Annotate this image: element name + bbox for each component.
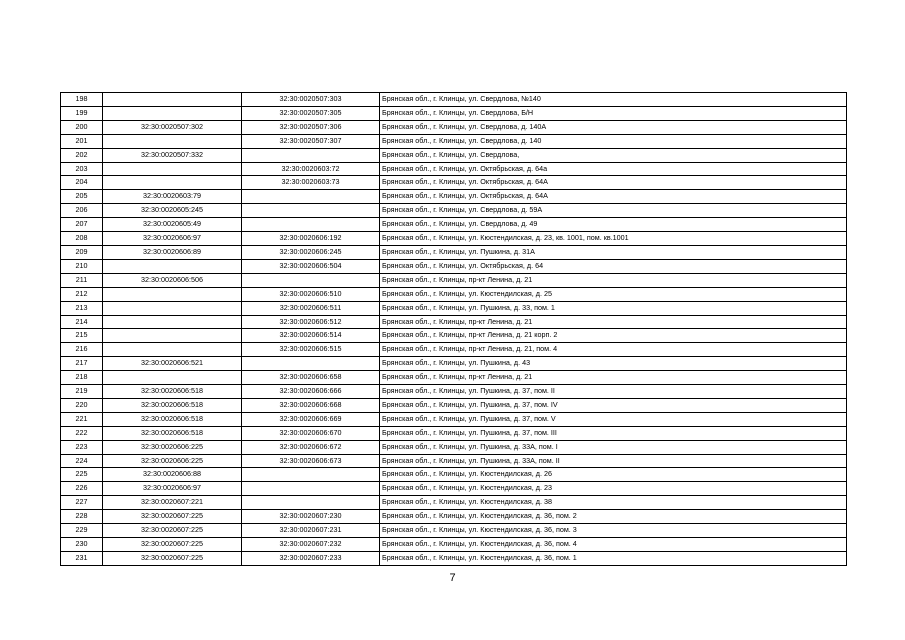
table-row [61,329,847,343]
row-number-cell: 220 [61,398,103,412]
row-number-cell: 213 [61,301,103,315]
parcel-cadastral-number-cell: 32:30:0020606:518 [103,426,242,440]
address-cell: Брянская обл., г. Клинцы, ул. Пушкина, д. 33А, пом. I [380,440,847,454]
object-cadastral-number-cell: 32:30:0020507:303 [242,93,380,107]
parcel-cadastral-number-cell [103,176,242,190]
object-cadastral-number-cell: 32:30:0020607:231 [242,524,380,538]
parcel-cadastral-number-cell [103,343,242,357]
table-row [61,218,847,232]
table-row [61,357,847,371]
parcel-cadastral-number-cell: 32:30:0020607:225 [103,551,242,565]
parcel-cadastral-number-cell [103,259,242,273]
parcel-cadastral-number-cell: 32:30:0020607:225 [103,510,242,524]
object-cadastral-number-cell [242,357,380,371]
address-cell: Брянская обл., г. Клинцы, ул. Пушкина, д. 37, пом. V [380,412,847,426]
parcel-cadastral-number-cell: 32:30:0020507:302 [103,120,242,134]
address-cell: Брянская обл., г. Клинцы, ул. Пушкина, д. 31А [380,245,847,259]
parcel-cadastral-number-cell: 32:30:0020606:97 [103,482,242,496]
row-number-cell: 204 [61,176,103,190]
table-row [61,259,847,273]
address-cell: Брянская обл., г. Клинцы, ул. Пушкина, д. 33, пом. 1 [380,301,847,315]
object-cadastral-number-cell: 32:30:0020607:233 [242,551,380,565]
address-cell: Брянская обл., г. Клинцы, пр-кт Ленина, д. 21 [380,315,847,329]
row-number-cell: 205 [61,190,103,204]
object-cadastral-number-cell: 32:30:0020606:511 [242,301,380,315]
address-cell: Брянская обл., г. Клинцы, ул. Октябрьская, д. 64а [380,162,847,176]
table-row [61,524,847,538]
row-number-cell: 211 [61,273,103,287]
object-cadastral-number-cell: 32:30:0020607:232 [242,538,380,552]
parcel-cadastral-number-cell: 32:30:0020603:79 [103,190,242,204]
parcel-cadastral-number-cell: 32:30:0020607:225 [103,524,242,538]
table-row [61,426,847,440]
row-number-cell: 198 [61,93,103,107]
row-number-cell: 219 [61,385,103,399]
table-row [61,496,847,510]
table-row [61,134,847,148]
object-cadastral-number-cell: 32:30:0020606:666 [242,385,380,399]
address-cell: Брянская обл., г. Клинцы, пр-кт Ленина, д. 21 корп. 2 [380,329,847,343]
table-row [61,538,847,552]
address-cell: Брянская обл., г. Клинцы, ул. Пушкина, д. 37, пом. II [380,385,847,399]
table-row [61,148,847,162]
address-cell: Брянская обл., г. Клинцы, ул. Свердлова, д. 140 [380,134,847,148]
row-number-cell: 231 [61,551,103,565]
row-number-cell: 214 [61,315,103,329]
parcel-cadastral-number-cell: 32:30:0020607:225 [103,538,242,552]
parcel-cadastral-number-cell: 32:30:0020605:49 [103,218,242,232]
table-row [61,301,847,315]
parcel-cadastral-number-cell [103,134,242,148]
table-row [61,510,847,524]
parcel-cadastral-number-cell: 32:30:0020606:97 [103,232,242,246]
row-number-cell: 217 [61,357,103,371]
object-cadastral-number-cell [242,482,380,496]
object-cadastral-number-cell [242,273,380,287]
row-number-cell: 206 [61,204,103,218]
object-cadastral-number-cell: 32:30:0020607:230 [242,510,380,524]
parcel-cadastral-number-cell [103,93,242,107]
address-cell: Брянская обл., г. Клинцы, ул. Кюстендилская, д. 23 [380,482,847,496]
parcel-cadastral-number-cell [103,301,242,315]
address-cell: Брянская обл., г. Клинцы, ул. Свердлова, д. 59А [380,204,847,218]
parcel-cadastral-number-cell: 32:30:0020606:518 [103,385,242,399]
table-row [61,551,847,565]
table-row [61,93,847,107]
row-number-cell: 212 [61,287,103,301]
address-cell: Брянская обл., г. Клинцы, ул. Пушкина, д. 43 [380,357,847,371]
address-cell: Брянская обл., г. Клинцы, ул. Кюстендилская, д. 25 [380,287,847,301]
object-cadastral-number-cell [242,190,380,204]
address-cell: Брянская обл., г. Клинцы, ул. Свердлова, №140 [380,93,847,107]
object-cadastral-number-cell: 32:30:0020606:514 [242,329,380,343]
object-cadastral-number-cell: 32:30:0020606:669 [242,412,380,426]
object-cadastral-number-cell [242,148,380,162]
address-cell: Брянская обл., г. Клинцы, ул. Кюстендилская, д. 23, кв. 1001, пом. кв.1001 [380,232,847,246]
table-row [61,454,847,468]
row-number-cell: 222 [61,426,103,440]
row-number-cell: 230 [61,538,103,552]
row-number-cell: 207 [61,218,103,232]
address-cell: Брянская обл., г. Клинцы, ул. Свердлова, д. 49 [380,218,847,232]
row-number-cell: 225 [61,468,103,482]
parcel-cadastral-number-cell: 32:30:0020606:88 [103,468,242,482]
table-row [61,371,847,385]
table-row [61,273,847,287]
parcel-cadastral-number-cell [103,315,242,329]
object-cadastral-number-cell: 32:30:0020606:515 [242,343,380,357]
row-number-cell: 210 [61,259,103,273]
row-number-cell: 199 [61,106,103,120]
parcel-cadastral-number-cell: 32:30:0020606:518 [103,398,242,412]
parcel-cadastral-number-cell: 32:30:0020607:221 [103,496,242,510]
row-number-cell: 226 [61,482,103,496]
address-cell: Брянская обл., г. Клинцы, ул. Кюстендилская, д. 36, пом. 4 [380,538,847,552]
object-cadastral-number-cell: 32:30:0020507:305 [242,106,380,120]
row-number-cell: 216 [61,343,103,357]
cadastral-table [60,92,847,566]
table-row [61,162,847,176]
object-cadastral-number-cell: 32:30:0020606:670 [242,426,380,440]
table-row [61,176,847,190]
object-cadastral-number-cell: 32:30:0020603:73 [242,176,380,190]
object-cadastral-number-cell: 32:30:0020603:72 [242,162,380,176]
object-cadastral-number-cell: 32:30:0020606:510 [242,287,380,301]
parcel-cadastral-number-cell: 32:30:0020606:506 [103,273,242,287]
object-cadastral-number-cell: 32:30:0020606:245 [242,245,380,259]
object-cadastral-number-cell: 32:30:0020507:307 [242,134,380,148]
table-row [61,412,847,426]
row-number-cell: 218 [61,371,103,385]
row-number-cell: 227 [61,496,103,510]
table-row [61,106,847,120]
row-number-cell: 223 [61,440,103,454]
table-row [61,440,847,454]
address-cell: Брянская обл., г. Клинцы, пр-кт Ленина, д. 21 [380,273,847,287]
parcel-cadastral-number-cell: 32:30:0020606:225 [103,454,242,468]
address-cell: Брянская обл., г. Клинцы, ул. Кюстендилская, д. 36, пом. 2 [380,510,847,524]
address-cell: Брянская обл., г. Клинцы, ул. Свердлова, Б/Н [380,106,847,120]
table-row [61,232,847,246]
row-number-cell: 209 [61,245,103,259]
row-number-cell: 201 [61,134,103,148]
object-cadastral-number-cell: 32:30:0020606:192 [242,232,380,246]
object-cadastral-number-cell: 32:30:0020606:512 [242,315,380,329]
object-cadastral-number-cell [242,496,380,510]
address-cell: Брянская обл., г. Клинцы, ул. Кюстендилская, д. 26 [380,468,847,482]
address-cell: Брянская обл., г. Клинцы, ул. Свердлова, д. 140А [380,120,847,134]
address-cell: Брянская обл., г. Клинцы, ул. Пушкина, д. 37, пом. III [380,426,847,440]
table-row [61,204,847,218]
parcel-cadastral-number-cell [103,162,242,176]
table-row [61,468,847,482]
row-number-cell: 215 [61,329,103,343]
address-cell: Брянская обл., г. Клинцы, ул. Кюстендилская, д. 36, пом. 1 [380,551,847,565]
page-number: 7 [449,572,456,584]
table-body [61,93,847,566]
row-number-cell: 202 [61,148,103,162]
address-cell: Брянская обл., г. Клинцы, ул. Пушкина, д. 33А, пом. II [380,454,847,468]
row-number-cell: 229 [61,524,103,538]
address-cell: Брянская обл., г. Клинцы, ул. Кюстендилская, д. 36, пом. 3 [380,524,847,538]
address-cell: Брянская обл., г. Клинцы, ул. Кюстендилская, д. 38 [380,496,847,510]
address-cell: Брянская обл., г. Клинцы, ул. Октябрьская, д. 64А [380,190,847,204]
parcel-cadastral-number-cell: 32:30:0020605:245 [103,204,242,218]
parcel-cadastral-number-cell [103,371,242,385]
table-row [61,385,847,399]
row-number-cell: 203 [61,162,103,176]
address-cell: Брянская обл., г. Клинцы, пр-кт Ленина, д. 21, пом. 4 [380,343,847,357]
address-cell: Брянская обл., г. Клинцы, ул. Октябрьская, д. 64А [380,176,847,190]
address-cell: Брянская обл., г. Клинцы, ул. Пушкина, д. 37, пом. IV [380,398,847,412]
object-cadastral-number-cell: 32:30:0020606:658 [242,371,380,385]
table-row [61,398,847,412]
table-row [61,315,847,329]
object-cadastral-number-cell: 32:30:0020606:672 [242,440,380,454]
document-page [60,92,846,566]
table-row [61,343,847,357]
parcel-cadastral-number-cell: 32:30:0020606:225 [103,440,242,454]
parcel-cadastral-number-cell [103,106,242,120]
object-cadastral-number-cell [242,218,380,232]
row-number-cell: 221 [61,412,103,426]
object-cadastral-number-cell [242,204,380,218]
address-cell: Брянская обл., г. Клинцы, ул. Октябрьская, д. 64 [380,259,847,273]
parcel-cadastral-number-cell: 32:30:0020606:89 [103,245,242,259]
address-cell: Брянская обл., г. Клинцы, пр-кт Ленина, д. 21 [380,371,847,385]
table-row [61,287,847,301]
object-cadastral-number-cell: 32:30:0020606:673 [242,454,380,468]
object-cadastral-number-cell: 32:30:0020606:668 [242,398,380,412]
object-cadastral-number-cell: 32:30:0020507:306 [242,120,380,134]
object-cadastral-number-cell: 32:30:0020606:504 [242,259,380,273]
parcel-cadastral-number-cell [103,287,242,301]
table-row [61,482,847,496]
row-number-cell: 200 [61,120,103,134]
parcel-cadastral-number-cell: 32:30:0020606:518 [103,412,242,426]
row-number-cell: 208 [61,232,103,246]
table-row [61,190,847,204]
table-row [61,245,847,259]
table-row [61,120,847,134]
row-number-cell: 228 [61,510,103,524]
parcel-cadastral-number-cell: 32:30:0020606:521 [103,357,242,371]
parcel-cadastral-number-cell: 32:30:0020507:332 [103,148,242,162]
row-number-cell: 224 [61,454,103,468]
address-cell: Брянская обл., г. Клинцы, ул. Свердлова, [380,148,847,162]
parcel-cadastral-number-cell [103,329,242,343]
object-cadastral-number-cell [242,468,380,482]
